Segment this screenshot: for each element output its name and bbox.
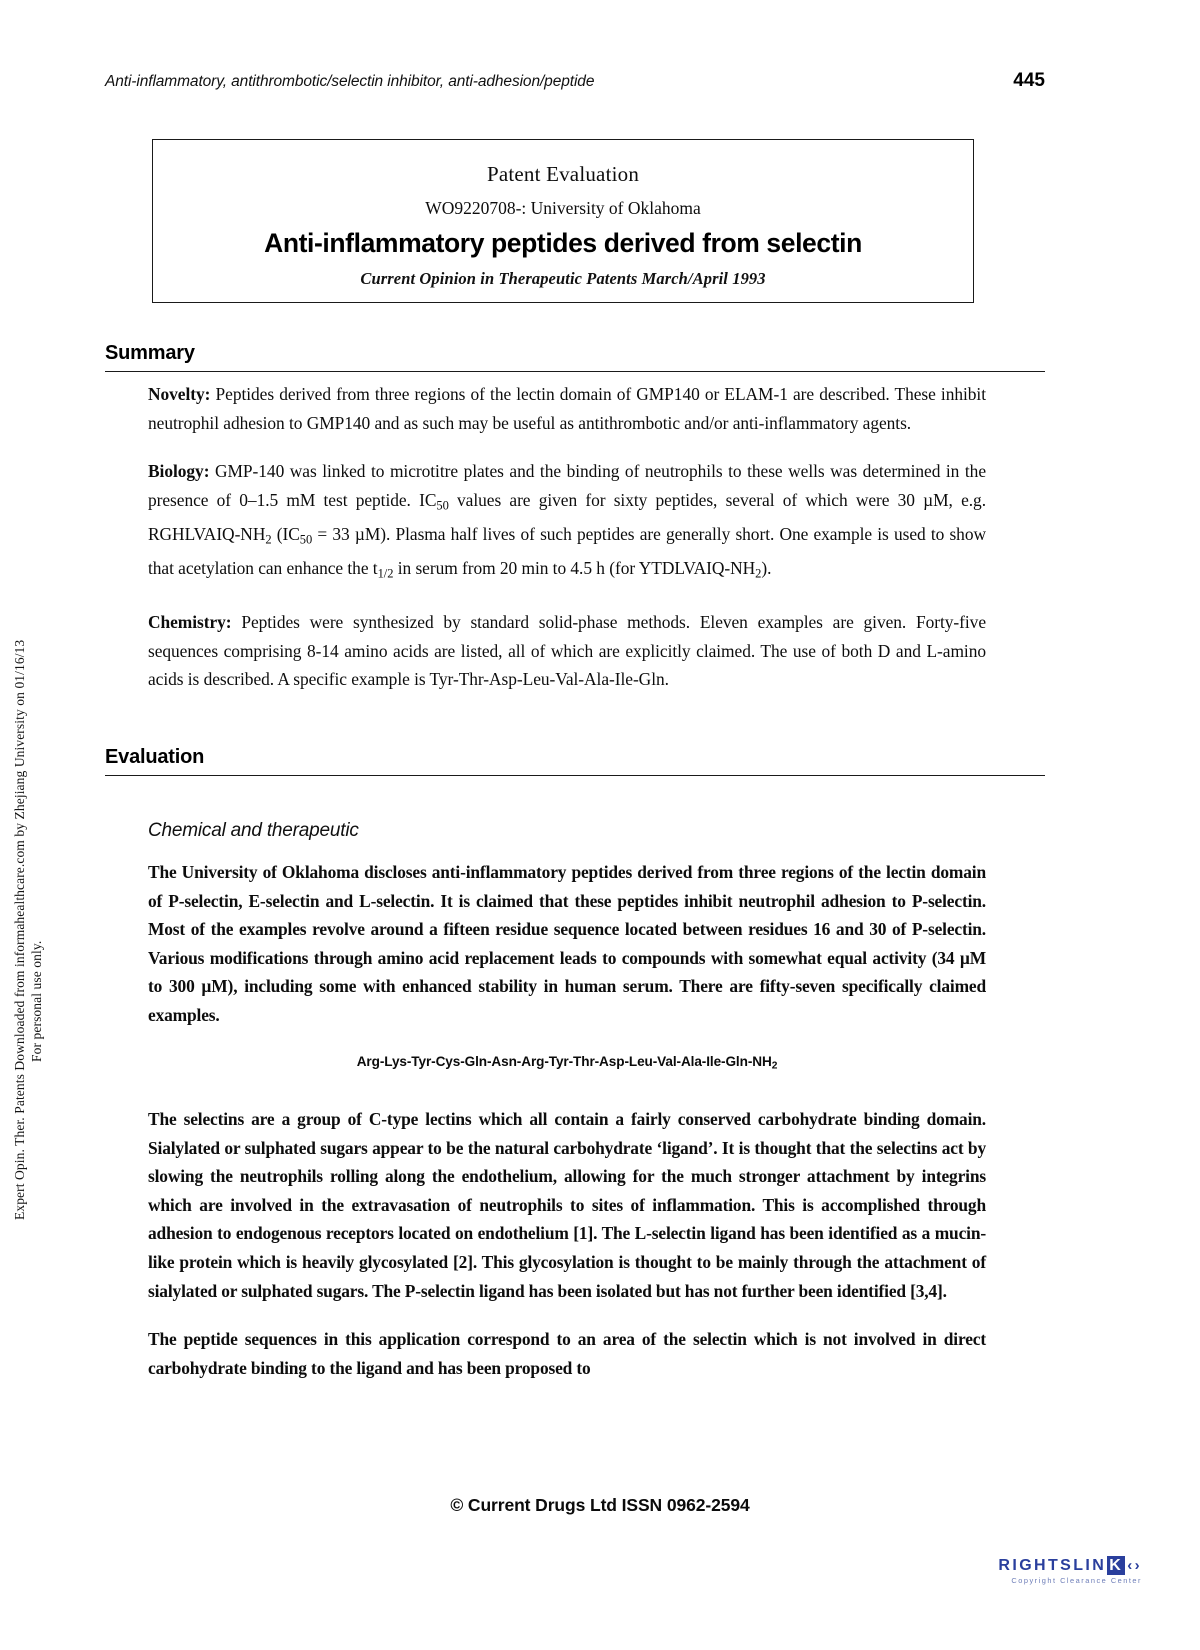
paragraph-novelty <box>148 380 986 437</box>
summary-body <box>148 380 986 714</box>
rightslink-text-rights: RIGHTS <box>998 1557 1074 1574</box>
watermark-line-usage: For personal use only. <box>29 940 44 1062</box>
paragraph-chemistry <box>148 608 986 694</box>
biology-text-1: GMP-140 was linked to microtitre plates and the binding of neutrophils to these wells was determined in the presence of 0–1.5 mM test peptide. IC <box>148 461 986 510</box>
biology-text-2: values are given for sixty peptides, several of which were 30 µM, e.g. RGHLVAIQ-NH <box>148 489 986 544</box>
page-title: Anti-inflammatory peptides derived from selectin <box>264 228 862 258</box>
section-heading-summary: Summary <box>105 342 1045 372</box>
title-box-kicker: Patent Evaluation <box>486 162 640 186</box>
biology-text-6: ). <box>761 557 772 578</box>
footer-copyright: © Current Drugs Ltd ISSN 0962-2594 <box>450 1495 750 1515</box>
biology-sub-ic50-b: 50 <box>299 532 313 547</box>
biology-text-4: = 33 µM). Plasma half lives of such peptides are generally short. One example is used to show that acetylation can enhance the t <box>148 523 986 578</box>
novelty-text: Peptides derived from three regions of the lectin domain of GMP140 or ELAM-1 are described. These inhibit neutrophil adhesion to GMP140 and as such may be useful as antithrombotic and/or anti-inflammatory agents. <box>148 384 986 433</box>
chemistry-text: Peptides were synthesized by standard solid-phase methods. Eleven examples are given. Forty-five sequences comprising 8-14 amino acids are listed, all of which are explicitly claimed. The use of both D and L-amino acids is described. A specific example is Tyr-Thr-Asp-Leu-Val-Ala-Ile-Gln. <box>148 612 986 690</box>
paragraph-evaluation-1: The University of Oklahoma discloses anti-inflammatory peptides derived from three regions of the lectin domain of P-selectin, E-selectin and L-selectin. It is claimed that these peptides inhibit neutrophil adhesion to P-selectin. Most of the examples revolve around a fifteen residue sequence located between residues 16 and 30 of P-selectin. Various modifications through amino acid replacement leads to compounds with somewhat equal activity (34 µM to 300 µM), including some with enhanced stability in human serum. There are fifty-seven specifically claimed examples. <box>148 862 986 1025</box>
library-watermark <box>0 0 60 1650</box>
biology-sub-nh2-a: 2 <box>265 532 272 547</box>
rightslink-text-lin: LIN <box>1073 1557 1107 1574</box>
rightslink-subtitle: Copyright Clearance Center <box>1011 1576 1142 1585</box>
running-head-title: Anti-inflammatory, antithrombotic/selectin inhibitor, anti-adhesion/peptide <box>105 73 595 90</box>
paragraph-evaluation-2: The selectins are a group of C-type lectins which all contain a fairly conserved carbohydrate binding domain. Sialylated or sulphated sugars appear to be the natural carbohydrate ‘ligand’. It is thought that the selectins act by slowing the neutrophils rolling along the endothelium, allowing for the much stronger attachment by integrins which are involved in the extravasation of neutrophils to sites of inflammation. This is accomplished through adhesion to endogenous receptors located on endothelium [1]. The L-selectin ligand has been identified as a mucin-like protein which is heavily glycosylated [2]. This glycosylation is thought to be mainly through the attachment of sialylated or sulphated sugars. The P-selectin ligand has been isolated but has not further been identified [3,4]. <box>148 1109 986 1301</box>
biology-sub-thalf: 1/2 <box>377 566 394 581</box>
paragraph-biology <box>148 457 986 588</box>
biology-label: Biology: <box>148 461 210 482</box>
paragraph-evaluation-3: The peptide sequences in this application correspond to an area of the selectin which is not involved in direct carbohydrate binding to the ligand and has been proposed to <box>148 1329 986 1378</box>
subheading-chemical-and-therapeutic: Chemical and therapeutic <box>148 820 359 841</box>
title-box-journal: Current Opinion in Therapeutic Patents March/April 1993 <box>360 269 766 288</box>
chemistry-label: Chemistry: <box>148 612 232 633</box>
biology-sub-ic50-a: 50 <box>436 498 449 513</box>
biology-text-3: (IC <box>271 523 300 544</box>
peptide-sequence-subscript: 2 <box>771 1060 778 1072</box>
rightslink-wordmark[interactable] <box>998 1558 1142 1574</box>
title-box <box>152 139 974 303</box>
section-heading-evaluation: Evaluation <box>105 746 1045 776</box>
evaluation-body <box>148 820 986 1402</box>
novelty-label: Novelty: <box>148 384 211 404</box>
rightslink-badge[interactable] <box>998 1558 1142 1584</box>
peptide-sequence <box>148 1054 986 1072</box>
title-box-assignee: WO9220708-: University of Oklahoma <box>425 198 701 218</box>
peptide-sequence-text: Arg-Lys-Tyr-Cys-Gln-Asn-Arg-Tyr-Thr-Asp-Leu-Val-Ala-Ile-Gln-NH <box>356 1053 772 1069</box>
watermark-line-source: Expert Opin. Ther. Patents Downloaded from informahealthcare.com by Zhejiang University on 01/16/13 <box>12 639 27 1220</box>
page-number: 445 <box>1013 70 1045 91</box>
rightslink-arrow-icon: ‹› <box>1127 1557 1142 1574</box>
running-head <box>105 70 1045 92</box>
biology-sub-nh2-b: 2 <box>755 566 762 581</box>
biology-text-5: in serum from 20 min to 4.5 h (for YTDLVAIQ-NH <box>393 557 756 578</box>
rightslink-text-k: K <box>1109 1557 1124 1574</box>
